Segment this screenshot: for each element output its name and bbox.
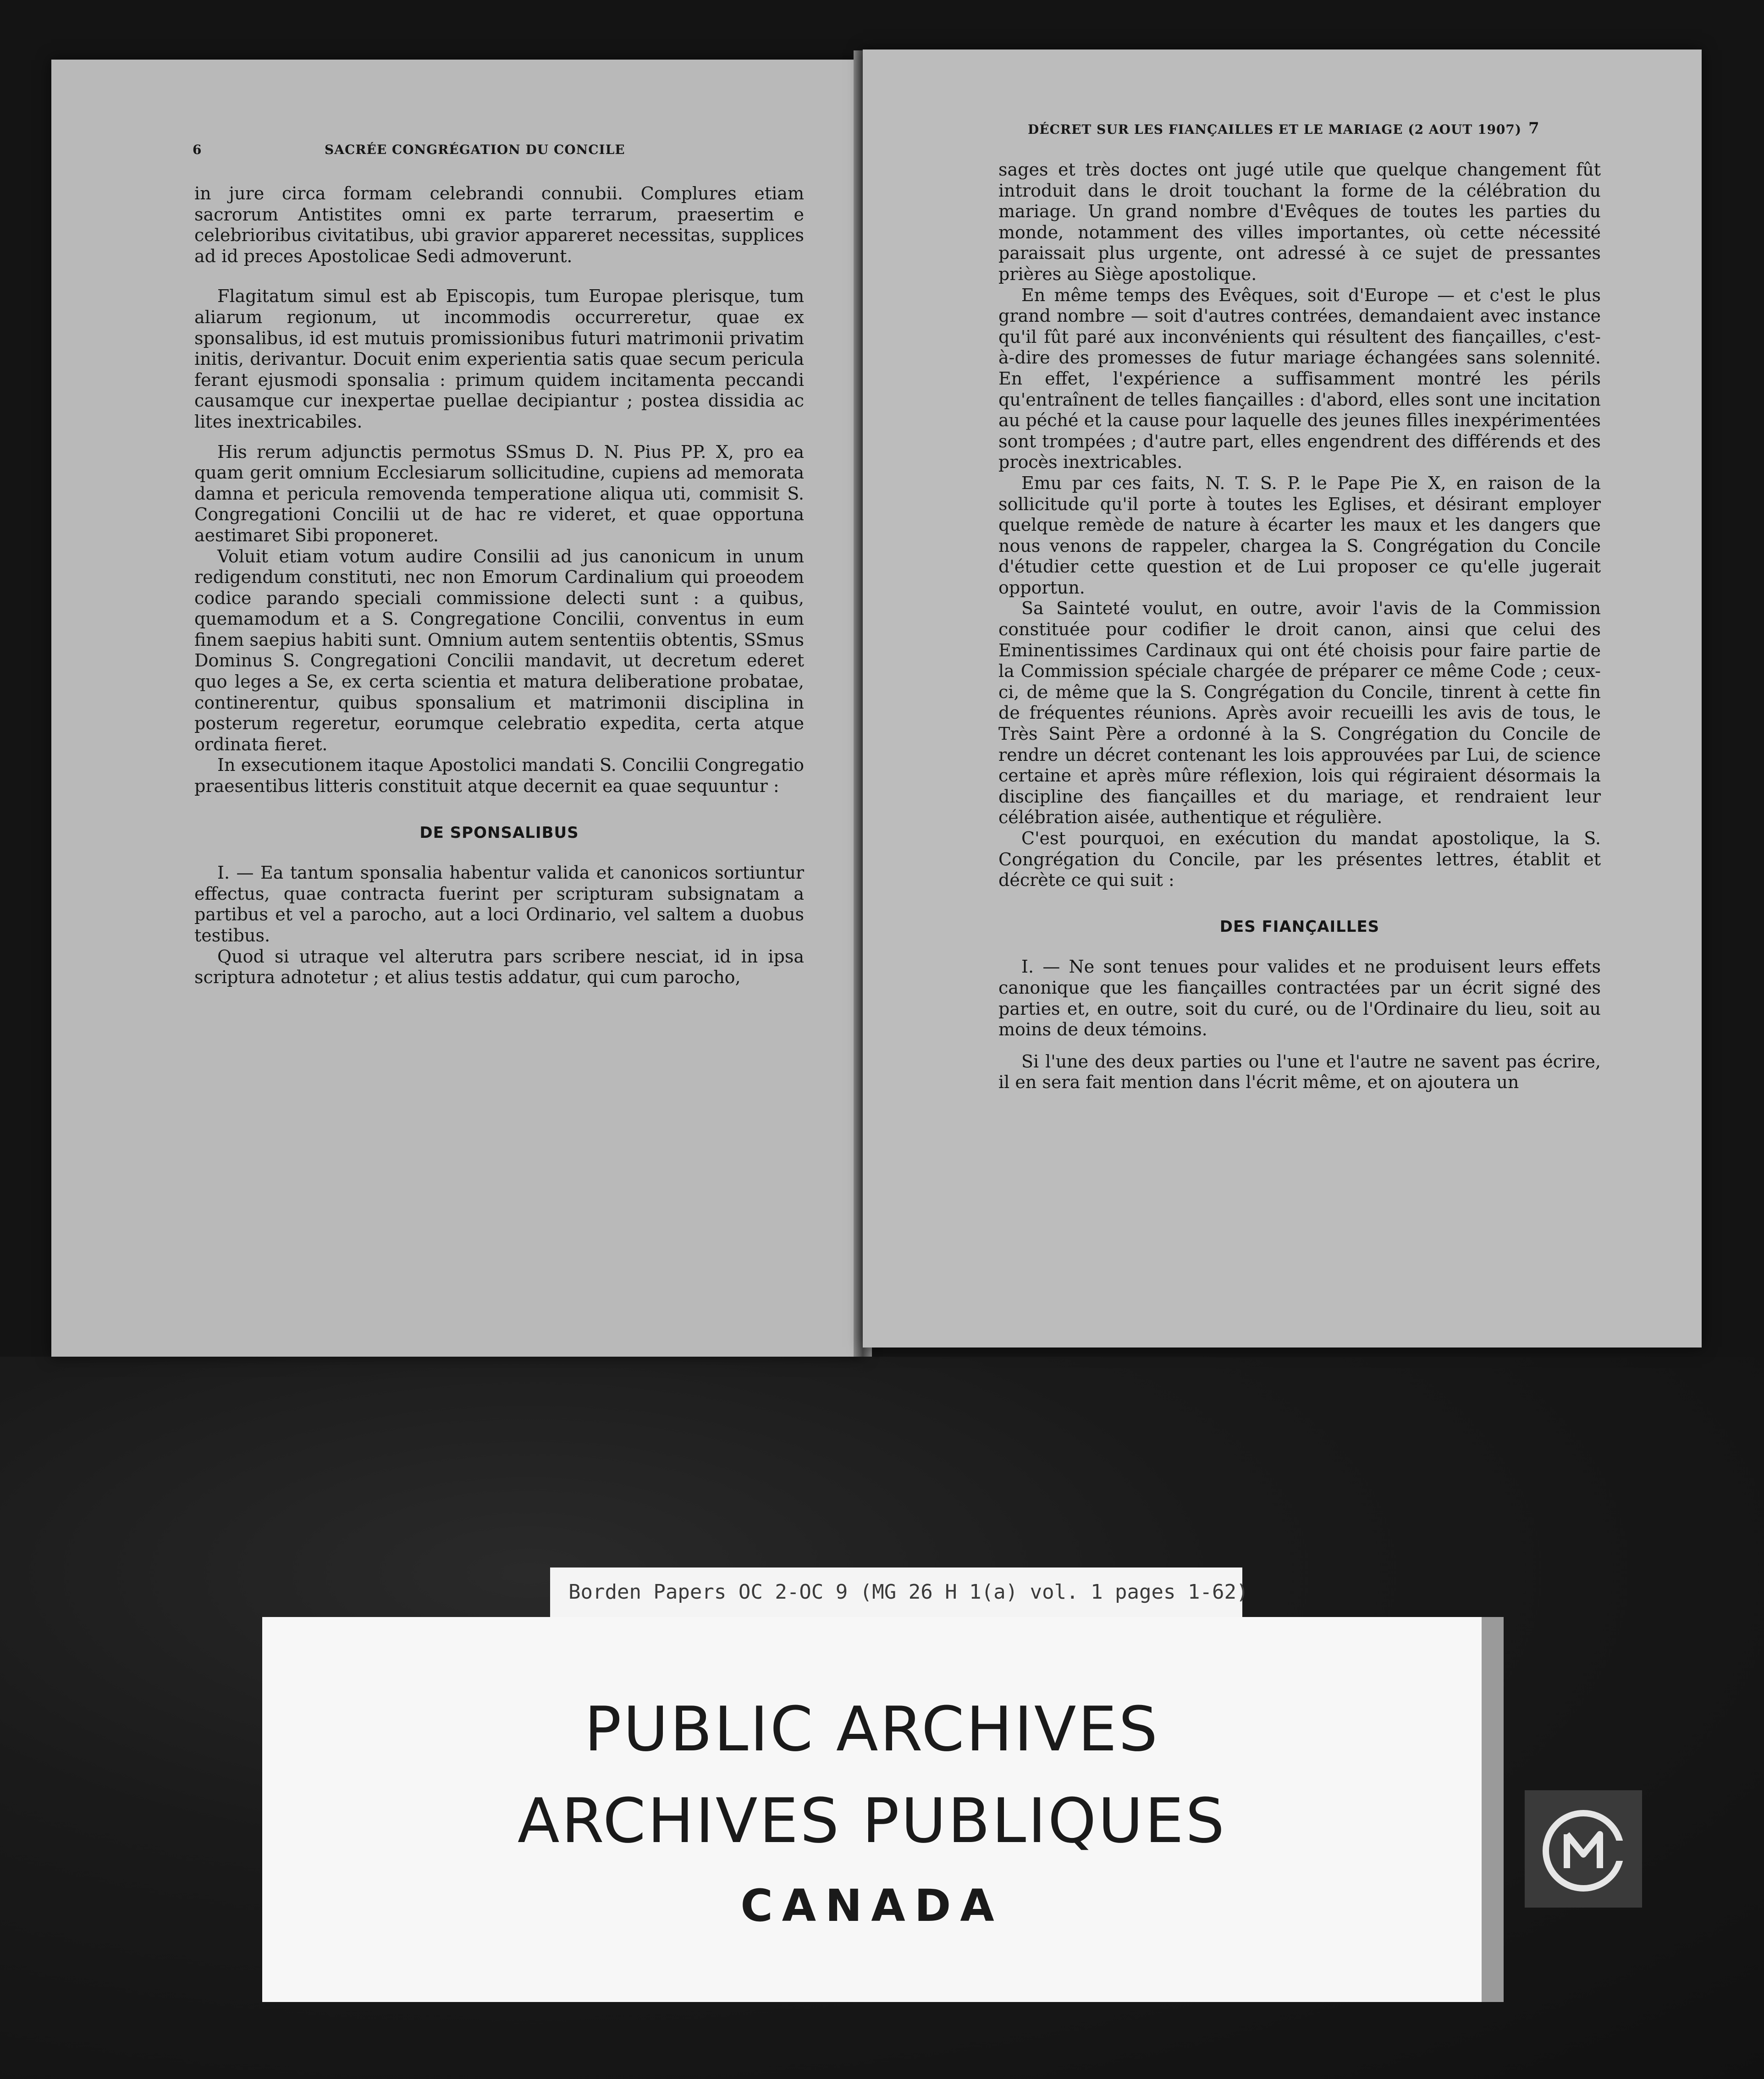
right-paragraph: Sa Sainteté voulut, en outre, avoir l'avis de la Commission constituée pour codifier le droit canon, ainsi que celui des Eminentissimes Cardinaux qui ont été choisis pour faire partie de la Commission spéciale chargée de préparer ce même Code ; ceux-ci, de même que la S. Congrégation du Concile, tinrent à cette fin de fréquentes réunions. Après avoir recueilli les avis de tous, le Très Saint Père a ordonné à la S. Congrégation du Concile de rendre un décret contenant les lois approuvées par Lui, de science certaine et après mûre réflexion, lois qui régiraient désormais la discipline des fiançailles et du mariage, et rendraient leur célébration aisée, authentique et régulière. <box>998 598 1601 828</box>
left-section-paragraph: I. — Ea tantum sponsalia habentur valida et canonicos sortiuntur effectus, quae contracta fuerint per scripturam subsignatam a partibus et vel a parocho, aut a loci Ordinario, vel saltem a duobus testibus. <box>194 863 804 946</box>
archive-card-line-3: CANADA <box>740 1880 1003 1931</box>
right-section-heading: DES FIANÇAILLES <box>1219 917 1380 936</box>
left-paragraph: His rerum adjunctis permotus SSmus D. N. Pius PP. X, pro ea quam gerit omnium Ecclesiarum sollicitudine, cupiens ad memorata damna et pericula removenda temperatione aliqua uti, commisit S. Congregationi Concilii ut de hac re videret, et quae opportuna aestimaret Sibi proponeret. <box>194 441 804 545</box>
left-section-paragraph: Quod si utraque vel alterutra pars scribere nesciat, id in ipsa scriptura adnotetur ; et alius testis addatur, qui cum parocho, <box>194 946 804 988</box>
left-page-number: 6 <box>193 142 202 157</box>
right-paragraph: sages et très doctes ont jugé utile que quelque changement fût introduit dans le droit touchant la forme de la célébration du mariage. Un grand nombre d'Evêques de toutes les parties du monde, notamment des villes importantes, où cette nécessité paraissait plus urgente, ont adressé à ce sujet de pressantes prières au Siège apostolique. <box>998 160 1601 284</box>
right-page <box>863 50 1702 1348</box>
right-running-head: DÉCRET SUR LES FIANÇAILLES ET LE MARIAGE (2 AOUT 1907) <box>1028 122 1522 137</box>
right-paragraph: C'est pourquoi, en exécution du mandat apostolique, la S. Congrégation du Concile, par les présentes lettres, établit et décrète ce qui suit : <box>998 828 1601 891</box>
left-paragraph: In exsecutionem itaque Apostolici mandati S. Concilii Congregatio praesentibus litteris constituit atque decernit ea quae sequuntur : <box>194 755 804 797</box>
right-section-paragraph: I. — Ne sont tenues pour valides et ne produisent leurs effets canonique que les fiançailles contractées par un écrit signé des parties et, en outre, soit du curé, ou de l'Ordinaire du lieu, soit au moins de deux témoins. <box>998 957 1601 1040</box>
left-paragraph: Voluit etiam votum audire Consilii ad jus canonicum in unum redigendum constituti, nec non Emorum Cardinalium qui proeodem codice parando speciali commissione delecti sunt : a quibus, quemamodum et a S. Congregatione Concilii, conventus in eum finem saepius habiti sunt. Omnium autem sententiis obtentis, SSmus Dominus S. Congregationi Concilii mandavit, ut decretum ederet quo leges a Se, ex certa scientia et matura deliberatione probatae, continerentur, quibus sponsalium et matrimonii disciplina in posterum regeretur, eorumque celebratio expedita, certa atque ordinata fieret. <box>194 546 804 754</box>
reference-strip: Borden Papers OC 2-OC 9 (MG 26 H 1(a) vol. 1 pages 1-62) <box>550 1568 1242 1617</box>
left-section-heading: DE SPONSALIBUS <box>419 823 579 842</box>
left-paragraph: in jure circa formam celebrandi connubii. Complures etiam sacrorum Antistites omni ex parte terrarum, praesertim e celebrioribus civitatibus, ubi gravior appareret necessitas, supplices ad id preces Apostolicae Sedi admoverunt. <box>194 183 804 266</box>
archive-card <box>262 1617 1482 2002</box>
left-running-head: SACRÉE CONGRÉGATION DU CONCILE <box>325 142 625 157</box>
right-section-paragraph: Si l'une des deux parties ou l'une et l'autre ne savent pas écrire, il en sera fait mention dans l'écrit même, et on ajoutera un <box>998 1051 1601 1093</box>
microfilm-logo-icon <box>1525 1790 1642 1908</box>
right-paragraph: En même temps des Evêques, soit d'Europe — et c'est le plus grand nombre — soit d'autres contrées, demandaient avec instance qu'il fût paré aux inconvénients qui résultent des fiançailles, c'est-à-dire des promesses de futur mariage échangées sans solennité. En effet, l'expérience a suffisamment montré les périls qu'entraînent de telles fiançailles : d'abord, elles sont une incitation au péché et la cause pour laquelle des jeunes filles inexpérimentées sont trompées ; d'autre part, elles engendrent des différends et des procès inextricables. <box>998 285 1601 473</box>
left-page <box>51 60 863 1357</box>
right-paragraph: Emu par ces faits, N. T. S. P. le Pape Pie X, en raison de la sollicitude qu'il porte à toutes les Eglises, et désirant employer quelque remède de nature à écarter les maux et les dangers que nous venons de rappeler, chargea la S. Congrégation du Concile d'étudier cette question et de Lui proposer ce qu'elle jugerait opportun. <box>998 473 1601 598</box>
left-paragraph: Flagitatum simul est ab Episcopis, tum Europae plerisque, tum aliarum regionum, ut incommodis occurreretur, quae ex sponsalibus, id est mutuis promissionibus futuri matrimonii privatim initis, derivantur. Docuit enim experientia satis quae secum pericula ferant ejusmodi sponsalia : primum quidem incitamenta peccandi causamque cur inexpertae puellae decipiantur ; postea dissidia ac lites inextricabiles. <box>194 286 804 432</box>
right-page-number: 7 <box>1528 119 1540 138</box>
archive-card-line-2: ARCHIVES PUBLIQUES <box>517 1785 1227 1857</box>
left-text-column <box>194 183 804 988</box>
right-text-column <box>998 160 1601 1093</box>
archive-card-line-1: PUBLIC ARCHIVES <box>584 1694 1160 1765</box>
card-edge <box>1482 1617 1504 2002</box>
